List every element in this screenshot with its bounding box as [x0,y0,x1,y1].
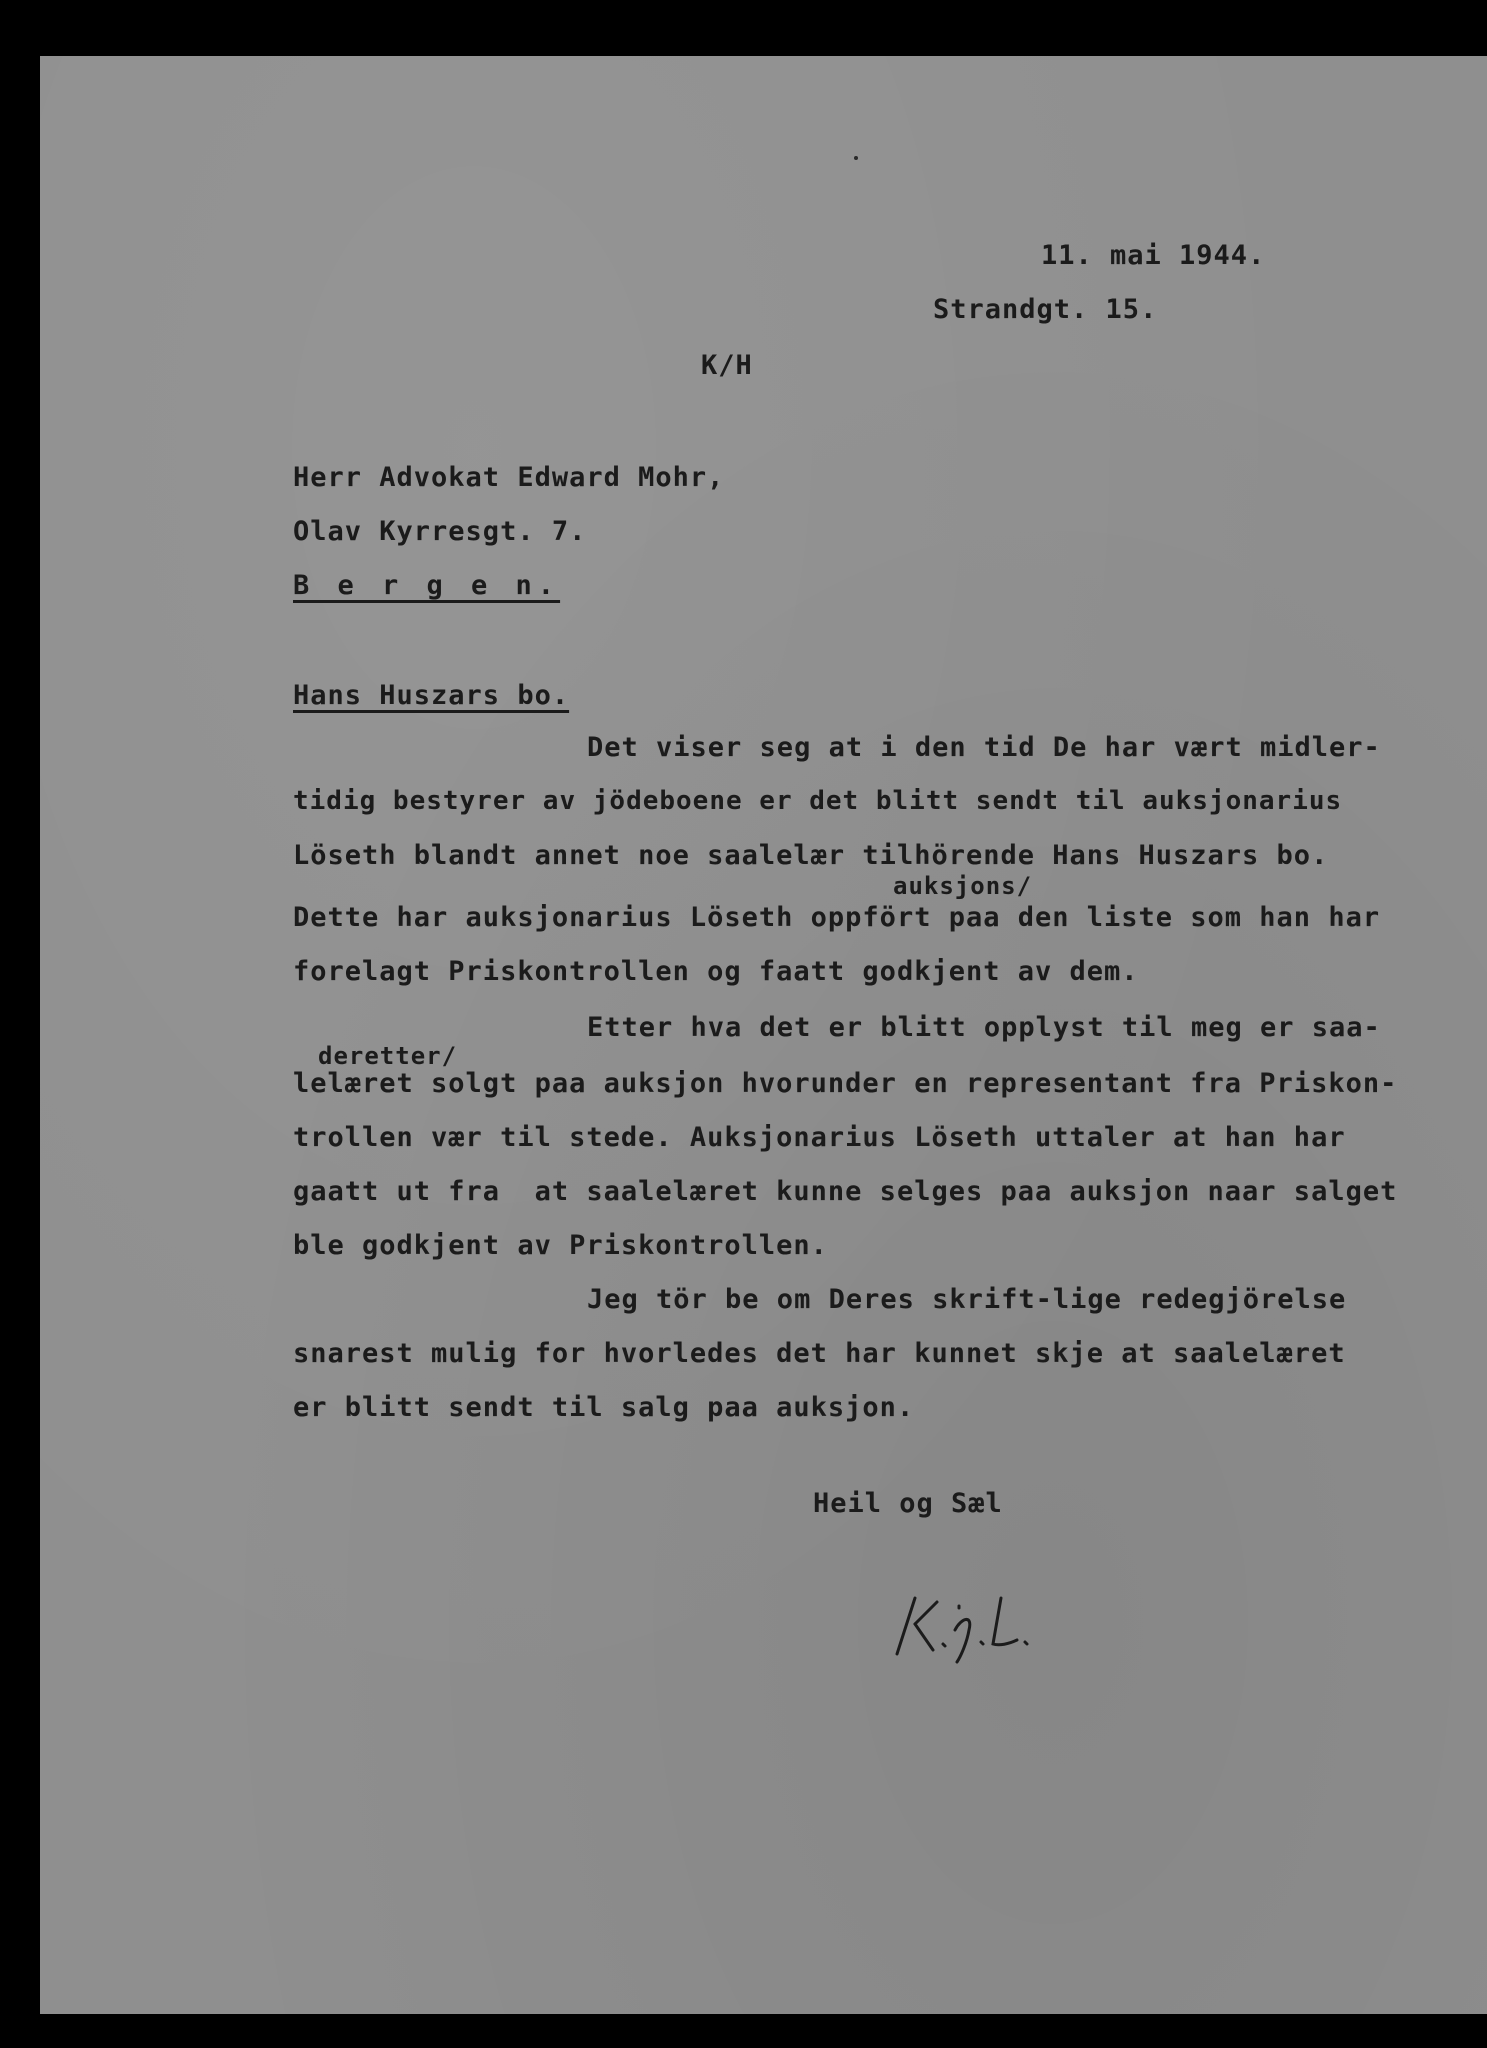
body-line-8: trollen vær til stede. Auksjonarius Löseth uttaler at han har [293,1122,1346,1153]
body-line-11: Jeg tör be om Deres skrift-lige redegjörelse [587,1284,1347,1315]
body-line-7: lelæret solgt paa auksjon hvorunder en representant fra Priskon- [293,1068,1398,1099]
letter-subject: Hans Huszars bo. [293,680,570,711]
body-line-9: gaatt ut fra at saalelæret kunne selges paa auksjon naar salget [293,1176,1398,1207]
recipient-name: Herr Advokat Edward Mohr, [293,462,725,493]
body-line-2: tidig bestyrer av jödeboene er det blitt sendt til auksjonarius [293,786,1343,816]
interlinear-insert: deretter/ [318,1042,458,1070]
closing-salutation: Heil og Sæl [813,1488,1003,1519]
body-line-4: Dette har auksjonarius Löseth oppfört paa den liste som han har [293,902,1381,933]
reference-code: K/H [701,350,753,381]
body-line-10: ble godkjent av Priskontrollen. [293,1230,828,1261]
interlinear-insert: auksjons/ [893,872,1033,900]
body-line-6: Etter hva det er blitt opplyst til meg er saa- [587,1012,1381,1043]
recipient-city: B e r g e n. [293,570,561,601]
body-line-13: er blitt sendt til salg paa auksjon. [293,1392,915,1423]
body-line-12: snarest mulig for hvorledes det har kunnet skje at saalelæret [293,1338,1346,1369]
letter-page [40,56,1487,2014]
body-line-5: forelagt Priskontrollen og faatt godkjent av dem. [293,956,1139,987]
recipient-street: Olav Kyrresgt. 7. [293,516,587,547]
letter-date: 11. mai 1944. [1041,240,1266,271]
body-line-3: Löseth blandt annet noe saalelær tilhörende Hans Huszars bo. [293,840,1329,871]
sender-address: Strandgt. 15. [933,294,1158,325]
handwritten-signature [889,1584,1059,1664]
ink-speck [854,156,858,160]
body-line-1: Det viser seg at i den tid De har vært midler- [587,732,1381,763]
